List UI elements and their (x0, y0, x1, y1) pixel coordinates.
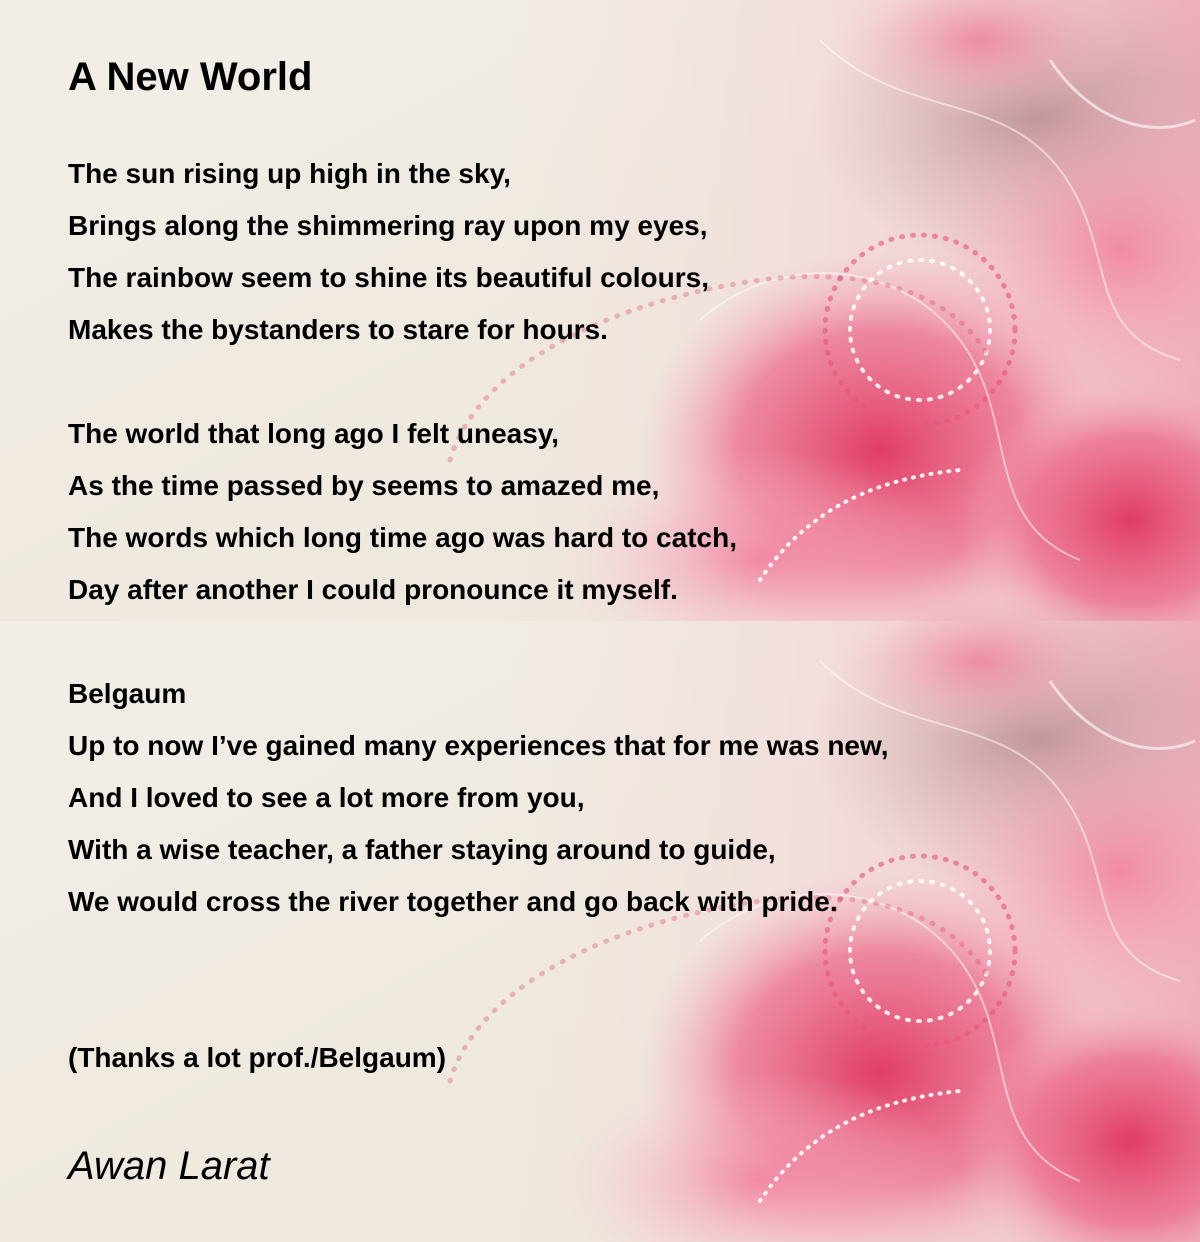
poem-line: We would cross the river together and go back with pride. (68, 886, 838, 917)
stanza (68, 408, 737, 616)
poem-line: The world that long ago I felt uneasy, (68, 418, 560, 449)
poem-author: Awan Larat (68, 1144, 270, 1188)
stanza (68, 668, 889, 928)
stanza (68, 1032, 446, 1084)
poem-line: The rainbow seem to shine its beautiful colours, (68, 262, 709, 293)
poem-line: Brings along the shimmering ray upon my eyes, (68, 210, 708, 241)
poem-line: The sun rising up high in the sky, (68, 158, 511, 189)
poem-line: Up to now I’ve gained many experiences that for me was new, (68, 730, 889, 761)
poem-line: With a wise teacher, a father staying around to guide, (68, 834, 776, 865)
poem-line: (Thanks a lot prof./Belgaum) (68, 1042, 447, 1073)
poem-title: A New World (68, 55, 313, 99)
poem-line: Day after another I could pronounce it myself. (68, 574, 678, 605)
poem-line: As the time passed by seems to amazed me, (68, 470, 660, 501)
poem-line: Belgaum (68, 678, 187, 709)
stanza (68, 148, 709, 356)
poem-line: The words which long time ago was hard to catch, (68, 522, 737, 553)
poem-line: And I loved to see a lot more from you, (68, 782, 585, 813)
poem-line: Makes the bystanders to stare for hours. (68, 314, 608, 345)
